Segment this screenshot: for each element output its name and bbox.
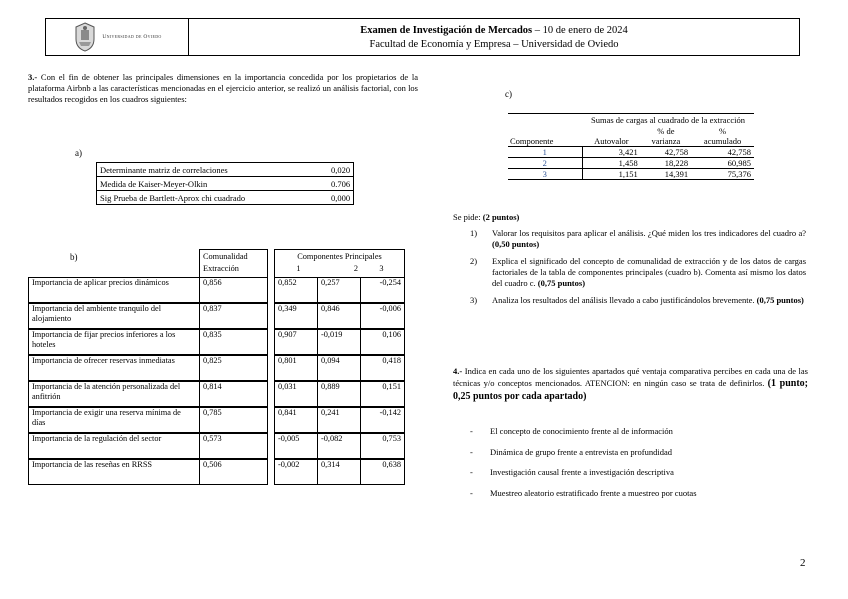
table-a-value: 0,000 bbox=[331, 192, 351, 203]
autovalor-cell: 1,151 bbox=[582, 169, 641, 180]
item-text: Dinámica de grupo frente a entrevista en profundidad bbox=[490, 446, 672, 457]
component-2-cell: 0,241 bbox=[317, 407, 361, 433]
component-1-cell: 0,841 bbox=[274, 407, 318, 433]
table-a-key: Medida de Kaiser-Meyer-Olkin bbox=[97, 177, 314, 191]
component-1-cell: 0,907 bbox=[274, 329, 318, 355]
extraccion-header-label: Extracción bbox=[203, 264, 239, 273]
comunalidad-cell: 0,785 bbox=[199, 407, 268, 433]
question-4-number: 4.- bbox=[453, 366, 463, 376]
university-name: Universidad de Oviedo bbox=[102, 33, 162, 40]
table-row bbox=[508, 158, 754, 169]
item-text: Investigación causal frente a investigación descriptiva bbox=[490, 467, 674, 478]
varianza-header-line2: varianza bbox=[651, 136, 681, 146]
component-1-cell: -0,005 bbox=[274, 433, 318, 459]
question-4-intro bbox=[453, 366, 808, 403]
component-3-cell: 0,151 bbox=[360, 381, 405, 407]
faculty-line: Facultad de Economía y Empresa – Universidad de Oviedo bbox=[369, 38, 619, 50]
varianza-cell: 18,228 bbox=[641, 158, 691, 169]
exam-header bbox=[45, 18, 800, 56]
question-3-text: Con el fin de obtener las principales dimensiones en la importancia concedida por los propietarios de la plataforma Airbnb a las características mencionadas en el ejercicio anterior, se realizó un análisis factorial, con los resultados recogidos en los cuadros siguientes: bbox=[28, 72, 418, 105]
acumulado-cell: 75,376 bbox=[691, 169, 754, 180]
list-item bbox=[470, 426, 800, 437]
university-seal-icon bbox=[72, 21, 98, 53]
sumas-header: Sumas de cargas al cuadrado de la extracción bbox=[591, 115, 745, 125]
component-2-cell: 0,094 bbox=[317, 355, 361, 381]
item-text: El concepto de conocimiento frente al de información bbox=[490, 426, 673, 436]
se-pide bbox=[453, 212, 519, 223]
acumulado-header-line2: acumulado bbox=[703, 136, 742, 146]
comunalidad-cell: 0,856 bbox=[199, 277, 268, 303]
component-2-cell: -0,082 bbox=[317, 433, 361, 459]
table-row bbox=[97, 191, 354, 205]
factor-name-cell: Importancia de aplicar precios dinámicos bbox=[28, 277, 200, 303]
label-a: a) bbox=[75, 148, 82, 158]
factor-name-cell: Importancia de ofrecer reservas inmediatas bbox=[28, 355, 200, 381]
acumulado-cell: 42,758 bbox=[691, 147, 754, 158]
table-a bbox=[96, 162, 354, 205]
table-row bbox=[508, 147, 754, 158]
varianza-header bbox=[641, 126, 691, 147]
item-number: 1) bbox=[470, 228, 478, 238]
component-number: 3 bbox=[508, 169, 582, 180]
factor-name-cell: Importancia de la atención personalizada del anfitrión bbox=[28, 381, 200, 407]
comunalidad-cell: 0,506 bbox=[199, 459, 268, 485]
comunalidad-cell: 0,835 bbox=[199, 329, 268, 355]
component-3-cell: 0,106 bbox=[360, 329, 405, 355]
varianza-cell: 42,758 bbox=[641, 147, 691, 158]
item-points: (0,50 puntos) bbox=[492, 239, 540, 250]
question-4-points: (1 punto; 0,25 puntos por cada apartado) bbox=[453, 378, 808, 403]
autovalor-cell: 1,458 bbox=[582, 158, 641, 169]
spacer bbox=[508, 114, 582, 127]
question-4-text: Indica en cada uno de los siguientes apartados qué ventaja comparativa percibes en cada una de las técnicas y/o conceptos mencionados. ATENCION: en ningún caso se trata de definirlos. bbox=[453, 366, 808, 389]
item-text: Explica el significado del concepto de comunalidad de extracción y de los datos de cargas factoriales de la tabla de componentes principales (cuadro b). Comenta así mismo los datos del cuadro c. bbox=[492, 256, 806, 289]
dash-bullet: - bbox=[470, 487, 473, 498]
component-2-cell: -0,019 bbox=[317, 329, 361, 355]
autovalor-header: Autovalor bbox=[594, 136, 629, 146]
component-3-cell: -0,254 bbox=[360, 277, 405, 303]
autovalor-cell: 3,421 bbox=[582, 147, 641, 158]
component-2-cell: 0,889 bbox=[317, 381, 361, 407]
componentes-header-label: Componentes Principales bbox=[297, 252, 382, 261]
component-3-header: 3 bbox=[379, 264, 384, 273]
component-1-cell: 0,852 bbox=[274, 277, 318, 303]
comunalidad-cell: 0,814 bbox=[199, 381, 268, 407]
item-number: 2) bbox=[470, 256, 478, 267]
varianza-cell: 14,391 bbox=[641, 169, 691, 180]
item-number: 3) bbox=[470, 295, 478, 306]
component-1-cell: 0,349 bbox=[274, 303, 318, 329]
comunalidad-cell: 0,837 bbox=[199, 303, 268, 329]
list-item bbox=[470, 256, 806, 289]
table-a-key: Determinante matriz de correlaciones bbox=[97, 163, 314, 177]
component-3-cell: 0,753 bbox=[360, 433, 405, 459]
list-item bbox=[470, 447, 800, 458]
comunalidad-cell: 0,573 bbox=[199, 433, 268, 459]
label-c: c) bbox=[505, 89, 512, 99]
acumulado-header-line1: % bbox=[719, 126, 727, 136]
component-3-cell: -0,006 bbox=[360, 303, 405, 329]
factor-name-cell: Importancia de fijar precios inferiores a los hoteles bbox=[28, 329, 200, 355]
comunalidad-header-label: Comunalidad bbox=[203, 252, 248, 261]
component-2-header: 2 bbox=[353, 264, 358, 273]
dash-bullet: - bbox=[470, 446, 473, 457]
component-1-cell: 0,801 bbox=[274, 355, 318, 381]
question-3-items bbox=[470, 228, 806, 312]
component-1-cell: 0,031 bbox=[274, 381, 318, 407]
component-number: 1 bbox=[508, 147, 582, 158]
varianza-header-line1: % de bbox=[657, 126, 675, 136]
factor-name-cell: Importancia de las reseñas en RRSS bbox=[28, 459, 200, 485]
list-item bbox=[470, 488, 800, 499]
table-row bbox=[97, 163, 354, 177]
component-number: 2 bbox=[508, 158, 582, 169]
factor-name-cell: Importancia de exigir una reserva mínima de días bbox=[28, 407, 200, 433]
item-text: Valorar los requisitos para aplicar el análisis. ¿Qué miden los tres indicadores del cuadro a? bbox=[492, 228, 806, 238]
dash-bullet: - bbox=[470, 426, 473, 436]
table-a-value: 0,020 bbox=[313, 163, 354, 177]
exam-title-cell bbox=[189, 19, 799, 55]
list-item bbox=[470, 467, 800, 478]
table-row bbox=[508, 169, 754, 180]
acumulado-header bbox=[691, 126, 754, 147]
component-1-header: 1 bbox=[296, 264, 301, 273]
component-2-cell: 0,846 bbox=[317, 303, 361, 329]
item-text: Analiza los resultados del análisis llevado a cabo justificándolos brevemente. bbox=[492, 295, 757, 306]
component-3-cell: 0,418 bbox=[360, 355, 405, 381]
component-3-cell: -0,142 bbox=[360, 407, 405, 433]
table-row bbox=[97, 177, 354, 191]
se-pide-points: (2 puntos) bbox=[482, 212, 520, 222]
question-3-intro bbox=[28, 72, 418, 105]
question-4-items bbox=[470, 426, 800, 509]
table-a-key: Sig Prueba de Bartlett-Aprox chi cuadrado bbox=[100, 192, 246, 203]
list-item bbox=[470, 228, 806, 250]
factor-name-cell: Importancia del ambiente tranquilo del alojamiento bbox=[28, 303, 200, 329]
component-3-cell: 0,638 bbox=[360, 459, 405, 485]
component-2-cell: 0,314 bbox=[317, 459, 361, 485]
exam-date: – 10 de enero de 2024 bbox=[532, 25, 628, 36]
page-number: 2 bbox=[800, 557, 806, 569]
exam-title: Examen de Investigación de Mercados bbox=[360, 25, 533, 36]
dash-bullet: - bbox=[470, 467, 473, 478]
comunalidad-header bbox=[199, 249, 268, 278]
componentes-header bbox=[274, 249, 405, 278]
componente-header: Componente bbox=[510, 136, 554, 146]
comunalidad-cell: 0,825 bbox=[199, 355, 268, 381]
item-text: Muestreo aleatorio estratificado frente a muestreo por cuotas bbox=[490, 487, 697, 498]
acumulado-cell: 60,985 bbox=[691, 158, 754, 169]
se-pide-label: Se pide: bbox=[453, 212, 483, 222]
question-3-number: 3.- bbox=[28, 72, 38, 82]
university-logo-cell bbox=[46, 19, 189, 55]
factor-name-cell: Importancia de la regulación del sector bbox=[28, 433, 200, 459]
item-points: (0,75 puntos) bbox=[756, 295, 804, 306]
label-b: b) bbox=[70, 252, 78, 262]
list-item bbox=[470, 295, 806, 306]
table-c bbox=[508, 113, 754, 180]
table-a-value: 0.706 bbox=[313, 177, 354, 191]
component-1-cell: -0,002 bbox=[274, 459, 318, 485]
component-2-cell: 0,257 bbox=[317, 277, 361, 303]
item-points: (0,75 puntos) bbox=[537, 278, 586, 289]
